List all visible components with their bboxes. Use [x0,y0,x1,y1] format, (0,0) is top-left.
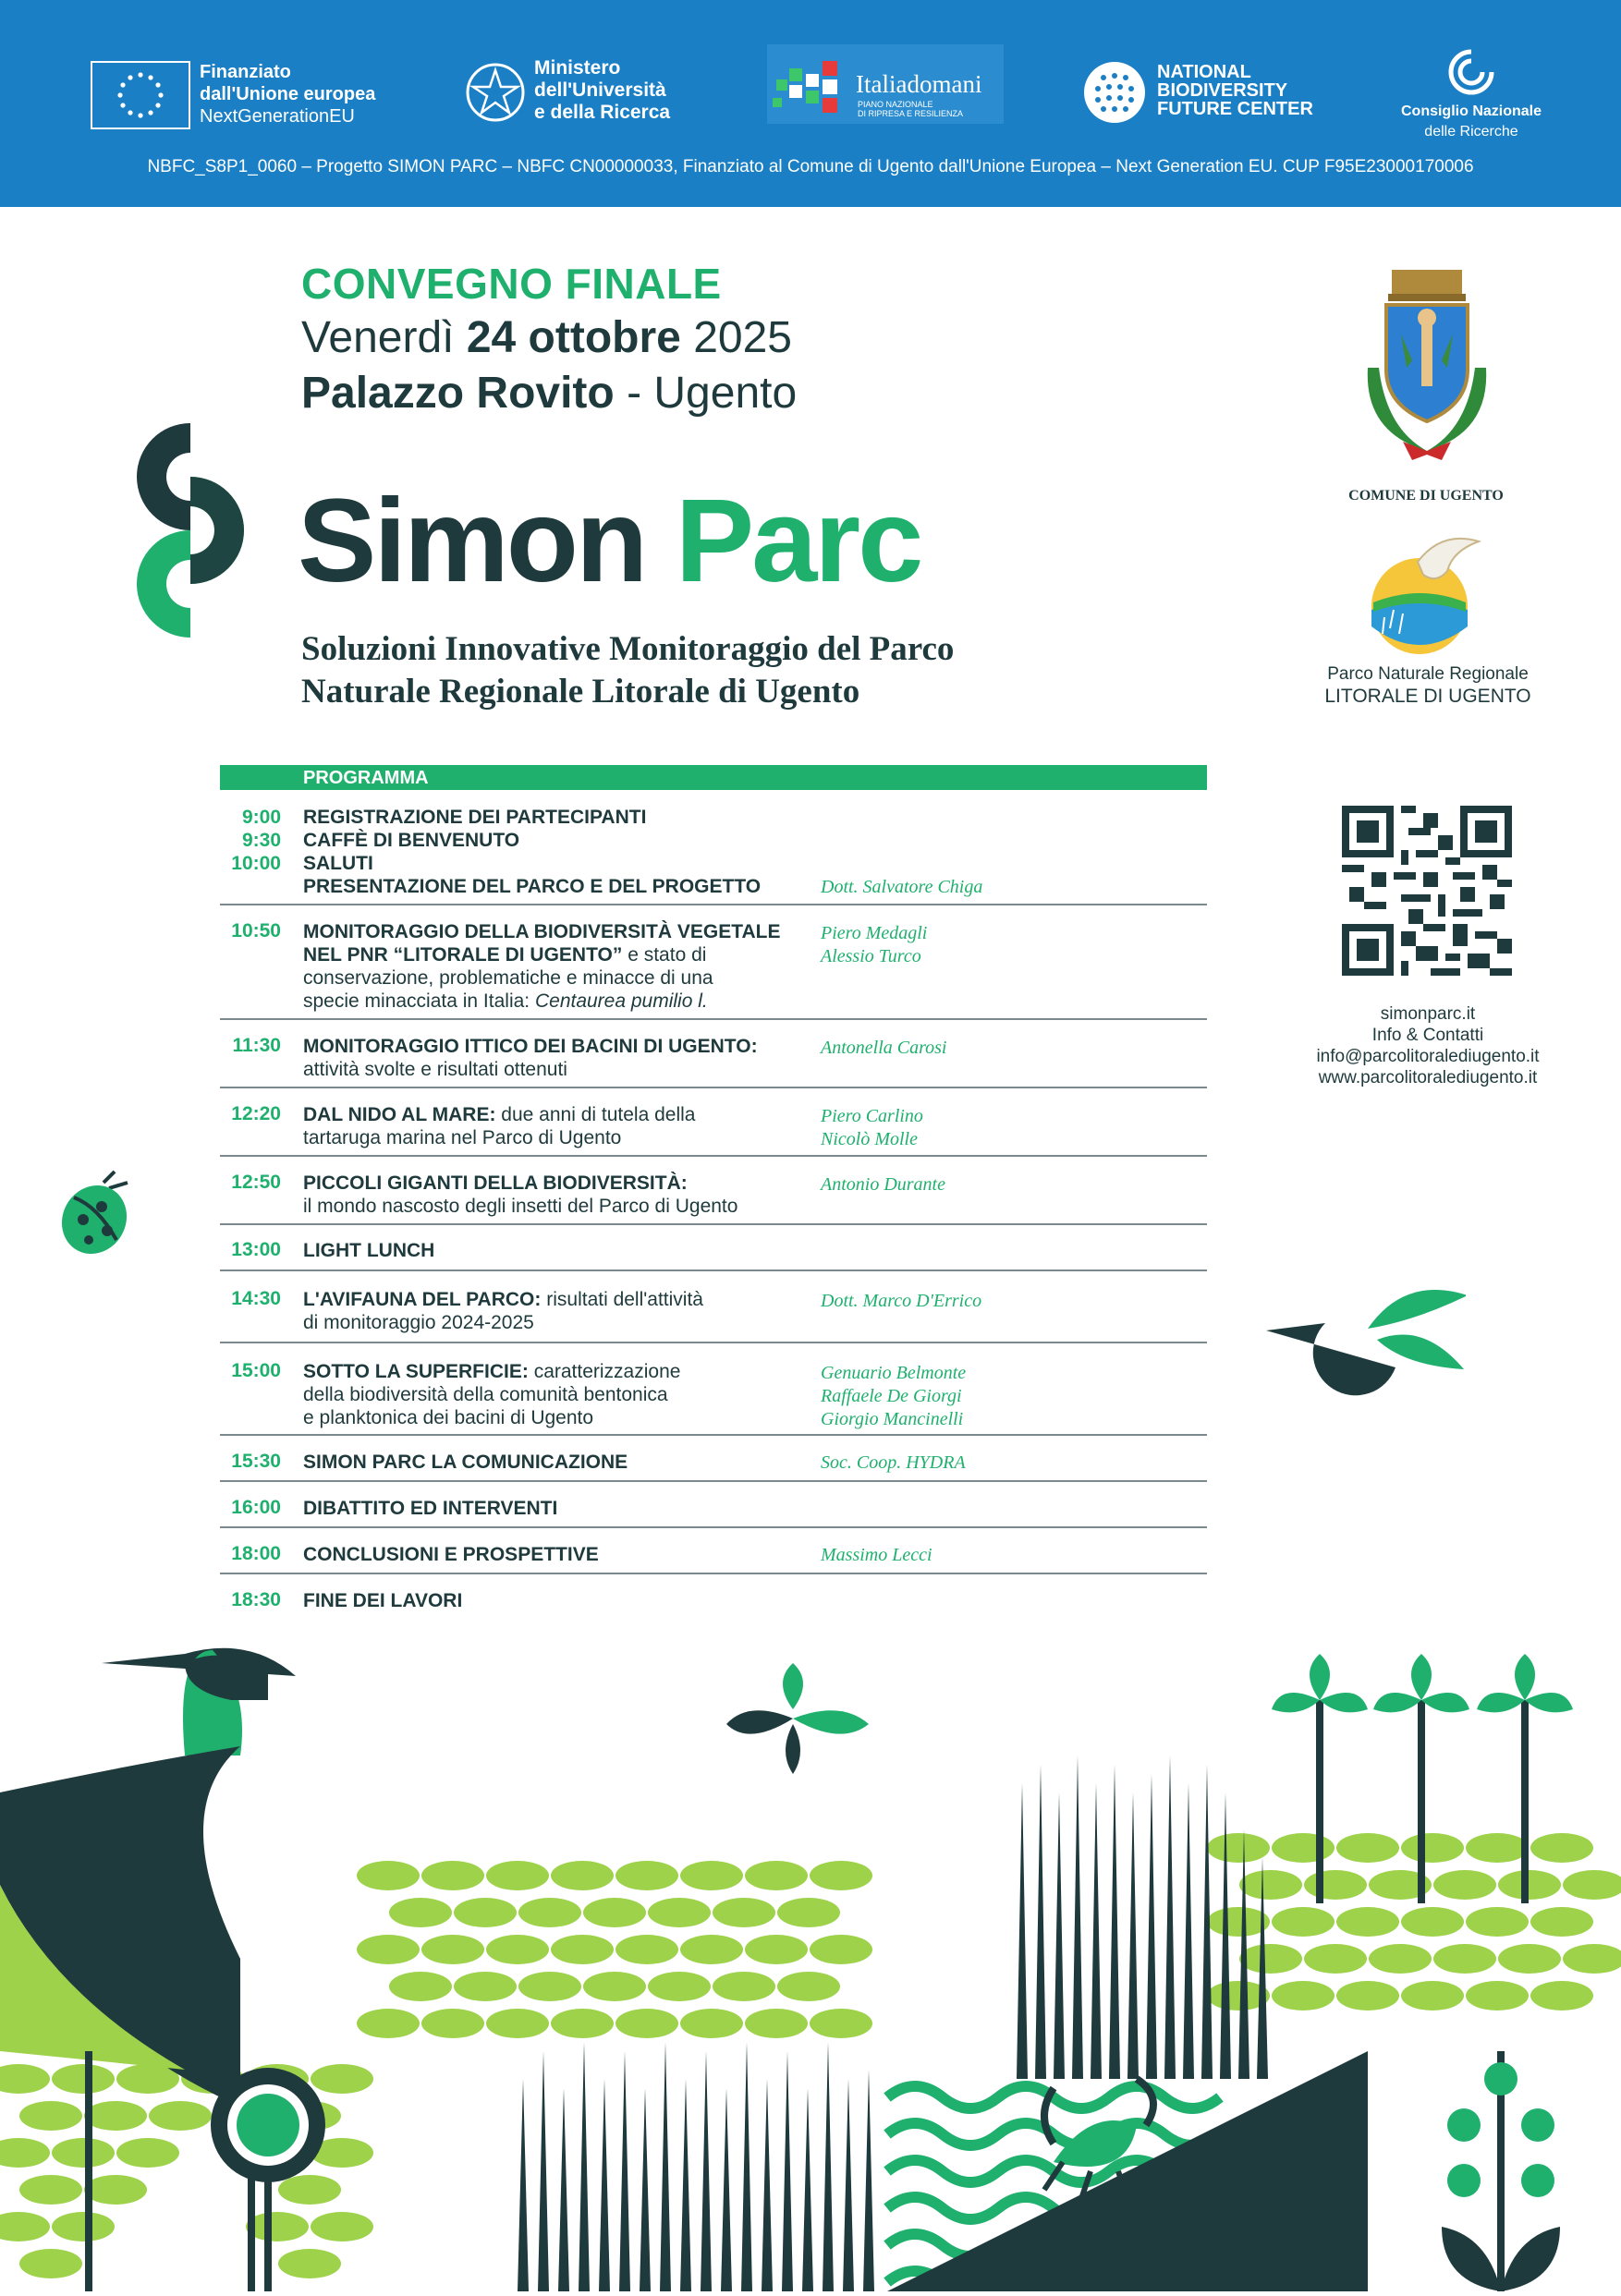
program-time: 10:50 [231,920,281,941]
web-link[interactable]: www.parcolitoralediugento.it [1318,1068,1538,1087]
event-date: Venerdì 24 ottobre 2025 [301,313,792,362]
top-banner [0,0,1621,207]
mur-emblem-icon [464,59,527,130]
program-speaker: Dott. Marco D'Errico [821,1291,982,1311]
program-row [220,1528,1207,1574]
program-description: MONITORAGGIO ITTICO DEI BACINI DI UGENTO: attività svolte e risultati ottenuti [303,1036,758,1080]
program-description: DIBATTITO ED INTERVENTI [303,1498,558,1519]
parco-logo-icon [1362,525,1488,664]
program-row [220,905,1207,1020]
program-speakers: Piero Carlino Nicolò Molle [821,1106,923,1149]
italia-domani-icon [771,52,848,125]
program-description: DAL NIDO AL MARE: due anni di tutela della tartaruga marina nel Parco di Ugento [303,1104,696,1148]
comune-crest-icon [1346,266,1508,489]
program-speaker: Antonio Durante [821,1174,945,1195]
event-kind: CONVEGNO FINALE [301,260,722,308]
program-description: SOTTO LA SUPERFICIE: caratterizzazione della biodiversità della comunità bentonica e planktonica dei bacini di Ugento [303,1361,681,1428]
program-description: REGISTRAZIONE DEI PARTECIPANTI CAFFÈ DI BENVENUTO SALUTI PRESENTAZIONE DEL PARCO E DEL PROGETTO [303,807,762,897]
program-times: 9:00 9:30 10:00 [231,807,281,874]
nbfc-label: NATIONAL BIODIVERSITY FUTURE CENTER [1157,62,1313,119]
butterfly-icon [726,1663,869,1774]
email-link[interactable]: info@parcolitoralediugento.it [1316,1047,1540,1066]
program-speaker: Dott. Salvatore Chiga [821,877,983,897]
program-speaker: Soc. Coop. HYDRA [821,1452,966,1473]
funding-reference: NBFC_S8P1_0060 – Progetto SIMON PARC – NBFC CN00000033, Finanziato al Comune di Ugento dall'Unione Europea – Next Generation EU. CUP F95E23000170006 [147,157,1474,176]
program-row [220,1574,1207,1621]
simon-parc-mark-icon [135,423,251,644]
bird-icon [1266,1284,1466,1409]
parco-label: Parco Naturale Regionale LITORALE DI UGENTO [1324,664,1531,707]
nature-illustration [0,1645,1621,2291]
program-row [220,1157,1207,1225]
program-time: 13:00 [231,1239,281,1260]
contacts-block [1275,1003,1580,1088]
program-time: 15:30 [231,1451,281,1472]
program-description: PICCOLI GIGANTI DELLA BIODIVERSITÀ: il mondo nascosto degli insetti del Parco di Ugento [303,1172,738,1217]
cnr-label: Consiglio Nazionale delle Ricerche [1400,103,1542,140]
program-row [220,1271,1207,1343]
program-time: 12:20 [231,1103,281,1124]
program-time: 18:30 [231,1589,281,1610]
eu-flag-icon [91,61,190,129]
program-description: FINE DEI LAVORI [303,1590,463,1611]
program-time: 11:30 [232,1035,281,1056]
ladybug-icon [52,1170,139,1263]
program-row [220,1088,1207,1157]
comune-label: COMUNE DI UGENTO [1348,488,1504,504]
program-description: LIGHT LUNCH [303,1240,435,1261]
mur-label: Ministero dell'Università e della Ricerca [534,57,671,123]
eu-funding-label: Finanziato dall'Unione europea NextGenerationEU [200,62,376,127]
program-row [220,1020,1207,1088]
program-time: 18:00 [231,1543,281,1564]
program-description: L'AVIFAUNA DEL PARCO: risultati dell'attività di monitoraggio 2024-2025 [303,1289,703,1333]
program-time: 14:30 [231,1288,281,1309]
program-time: 15:00 [231,1360,281,1381]
site-link[interactable]: simonparc.it [1380,1004,1476,1024]
program-description: SIMON PARC LA COMUNICAZIONE [303,1452,628,1473]
italia-domani-name: Italiadomani [856,70,982,98]
program-time: 16:00 [231,1497,281,1518]
program-speakers: Genuario Belmonte Raffaele De Giorgi Giorgio Mancinelli [821,1363,967,1429]
programma-label: PROGRAMMA [303,768,429,788]
program-row [220,802,1207,905]
qr-code-icon[interactable] [1342,806,1512,980]
program-description: MONITORAGGIO DELLA BIODIVERSITÀ VEGETALE NEL PNR “LITORALE DI UGENTO” e stato di conservazione, problematiche e minacce di una specie minacciata in Italia: Centaurea pumilio l. [303,921,781,1012]
brand-title: Simon Parc [298,475,921,607]
event-venue: Palazzo Rovito - Ugento [301,369,798,418]
info-label: Info & Contatti [1371,1026,1484,1045]
italia-domani-sub: PIANO NAZIONALE DI RIPRESA E RESILIENZA [858,100,964,118]
program-description: CONCLUSIONI E PROSPETTIVE [303,1544,599,1565]
event-subtitle: Soluzioni Innovative Monitoraggio del Parco Naturale Regionale Litorale di Ugento [301,630,955,711]
program-row [220,1482,1207,1528]
program-row [220,1343,1207,1436]
program-row [220,1436,1207,1482]
program-speaker: Massimo Lecci [821,1545,932,1565]
program-speaker: Antonella Carosi [821,1038,947,1058]
nbfc-globe-icon [1081,59,1148,130]
program-speakers: Piero Medagli Alessio Turco [821,923,928,966]
program-time: 12:50 [231,1172,281,1193]
program-row [220,1225,1207,1271]
cnr-icon [1447,48,1495,101]
